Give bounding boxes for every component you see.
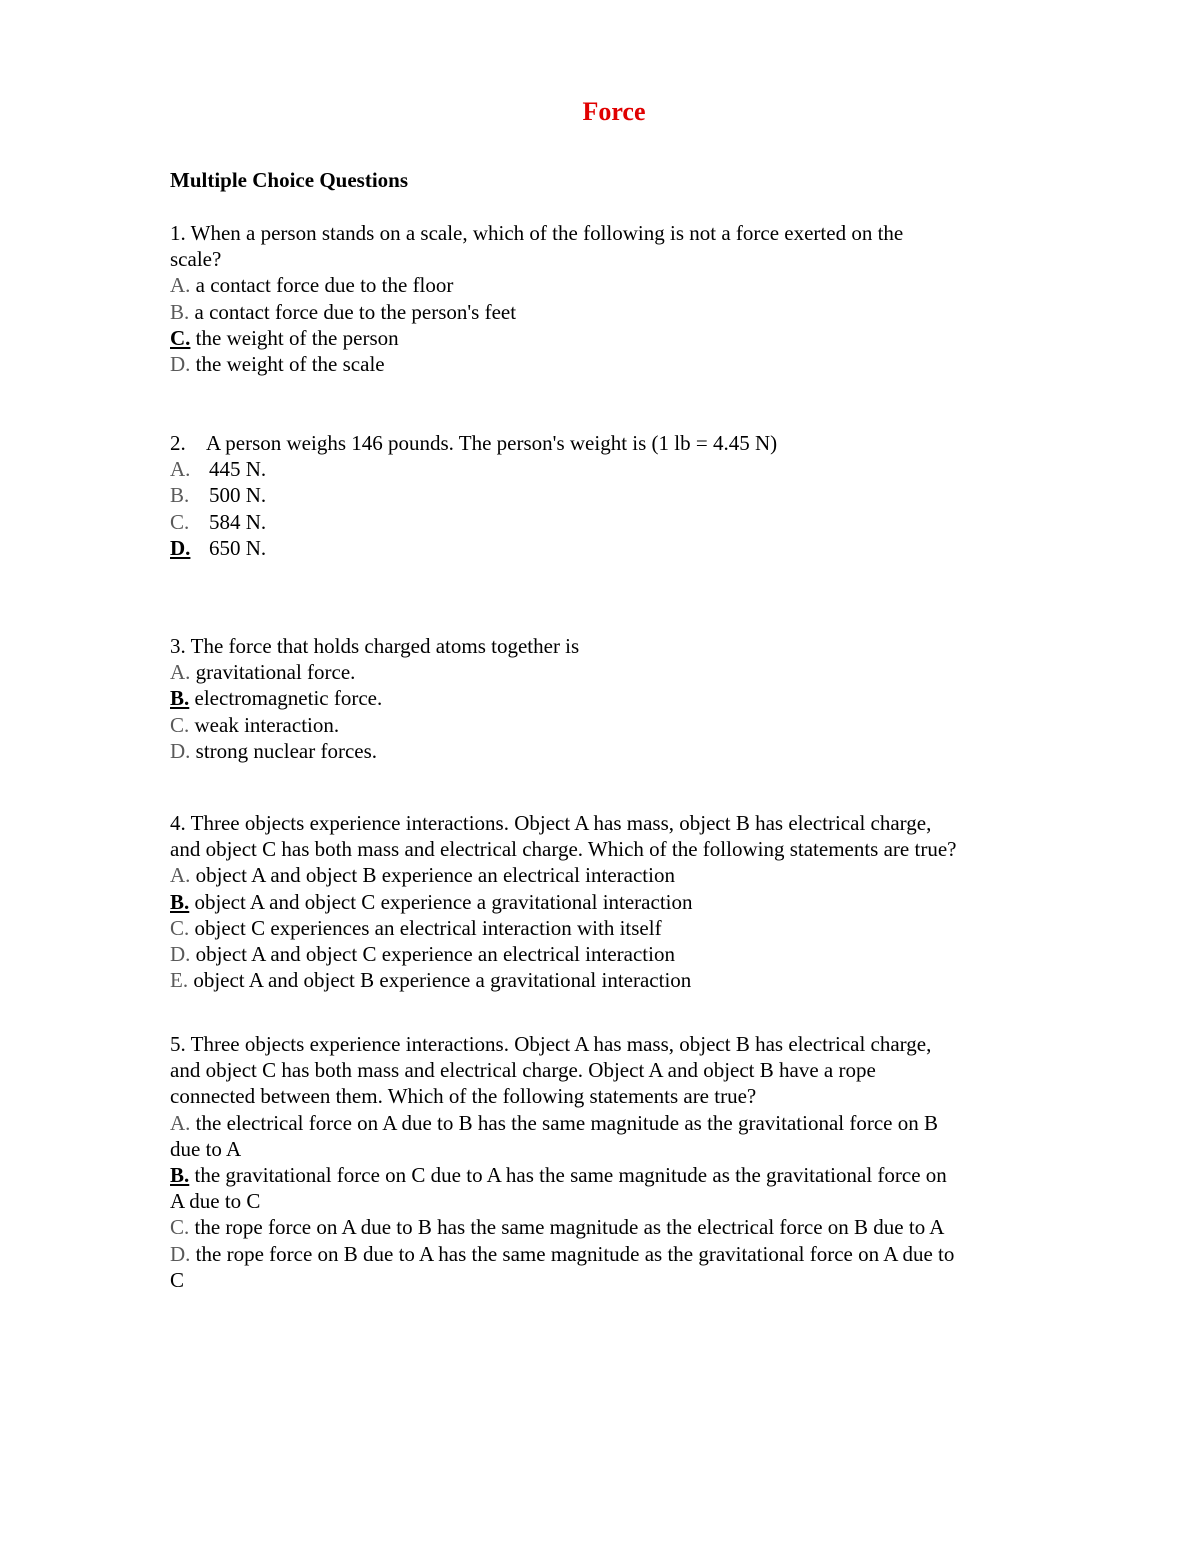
question-stem-line: and object C has both mass and electrical charge. Which of the following statements are true? <box>170 837 957 862</box>
question-stem-line: connected between them. Which of the following statements are true? <box>170 1084 757 1109</box>
answer-option-d-continued: C <box>170 1267 185 1292</box>
option-text: the rope force on A due to B has the same magnitude as the electrical force on B due to A <box>189 1215 945 1240</box>
option-text: object C experiences an electrical interaction with itself <box>189 915 662 940</box>
option-text: electromagnetic force. <box>189 686 383 711</box>
question-1 <box>170 220 1070 377</box>
option-letter: D. <box>170 352 191 377</box>
option-letter: C. <box>170 712 190 737</box>
question-stem-line: and object C has both mass and electrical charge. Object A and object B have a rope <box>170 1058 876 1083</box>
option-text: object A and object C experience a gravitational interaction <box>189 889 693 914</box>
option-letter: B. <box>170 1163 190 1188</box>
answer-option-a <box>170 1110 1070 1136</box>
answer-option-d <box>170 535 1070 561</box>
option-text: object A and object B experience a gravitational interaction <box>188 968 692 993</box>
answer-option-c <box>170 1214 1070 1240</box>
answer-option-a-continued: due to A <box>170 1136 242 1161</box>
answer-option-c <box>170 325 1070 351</box>
option-letter: D. <box>170 942 191 967</box>
option-letter: B. <box>170 299 190 324</box>
option-text: strong nuclear forces. <box>190 738 378 763</box>
question-stem-line: scale? <box>170 247 222 272</box>
option-letter: C. <box>170 509 190 534</box>
option-letter: B. <box>170 889 190 914</box>
option-letter: D. <box>170 738 191 763</box>
question-4 <box>170 810 1070 993</box>
option-letter: C. <box>170 325 191 350</box>
answer-option-a <box>170 862 1070 888</box>
answer-option-e <box>170 967 1070 993</box>
page-title: Force <box>582 97 646 126</box>
option-text: object A and object B experience an electrical interaction <box>190 863 675 888</box>
option-text: the rope force on B due to A has the same magnitude as the gravitational force on A due to <box>190 1241 955 1266</box>
question-stem: A person weighs 146 pounds. The person's weight is (1 lb = 4.45 N) <box>206 431 778 455</box>
answer-option-b <box>170 889 1070 915</box>
option-letter: A. <box>170 457 191 482</box>
answer-option-c <box>170 712 1070 738</box>
answer-option-c <box>170 915 1070 941</box>
option-letter: E. <box>170 968 189 993</box>
question-stem-line: 5. Three objects experience interactions. Object A has mass, object B has electrical charge, <box>170 1032 932 1056</box>
option-text: 650 N. <box>209 535 267 560</box>
option-letter: A. <box>170 863 191 888</box>
option-text: the gravitational force on C due to A has the same magnitude as the gravitational force on <box>189 1163 947 1188</box>
question-stem-line <box>170 430 1070 456</box>
option-letter: A. <box>170 660 191 685</box>
answer-option-d <box>170 738 1070 764</box>
option-text: the electrical force on A due to B has the same magnitude as the gravitational force on B <box>190 1110 939 1135</box>
option-text: 500 N. <box>209 483 267 508</box>
answer-option-b <box>170 685 1070 711</box>
option-letter: C. <box>170 1215 190 1240</box>
answer-option-b <box>170 1162 1070 1188</box>
option-text: the weight of the scale <box>190 352 385 377</box>
option-text: object A and object C experience an electrical interaction <box>190 942 675 967</box>
option-text: gravitational force. <box>190 660 356 685</box>
question-number: 2. <box>170 431 186 455</box>
option-letter: C. <box>170 915 190 940</box>
option-text: 445 N. <box>209 457 267 482</box>
answer-option-a <box>170 456 1070 482</box>
question-3 <box>170 633 1070 764</box>
option-text: weak interaction. <box>189 712 340 737</box>
question-5 <box>170 1031 1070 1293</box>
answer-option-b <box>170 299 1070 325</box>
question-stem-line: 1. When a person stands on a scale, which of the following is not a force exerted on the <box>170 221 904 245</box>
option-text: the weight of the person <box>190 325 399 350</box>
option-letter: B. <box>170 686 190 711</box>
section-heading: Multiple Choice Questions <box>170 168 409 192</box>
option-letter: A. <box>170 273 191 298</box>
answer-option-c <box>170 509 1070 535</box>
option-letter: D. <box>170 535 191 560</box>
option-text: a contact force due to the floor <box>190 273 454 298</box>
question-stem-line: 3. The force that holds charged atoms together is <box>170 634 580 658</box>
answer-option-b-continued: A due to C <box>170 1189 261 1214</box>
answer-option-d <box>170 351 1070 377</box>
answer-option-b <box>170 482 1070 508</box>
option-letter: B. <box>170 483 190 508</box>
option-text: a contact force due to the person's feet <box>189 299 517 324</box>
question-2 <box>170 430 1070 561</box>
answer-option-d <box>170 1241 1070 1267</box>
answer-option-a <box>170 659 1070 685</box>
answer-option-d <box>170 941 1070 967</box>
option-letter: D. <box>170 1241 191 1266</box>
question-stem-line: 4. Three objects experience interactions. Object A has mass, object B has electrical charge, <box>170 811 932 835</box>
option-letter: A. <box>170 1110 191 1135</box>
option-text: 584 N. <box>209 509 267 534</box>
answer-option-a <box>170 272 1070 298</box>
